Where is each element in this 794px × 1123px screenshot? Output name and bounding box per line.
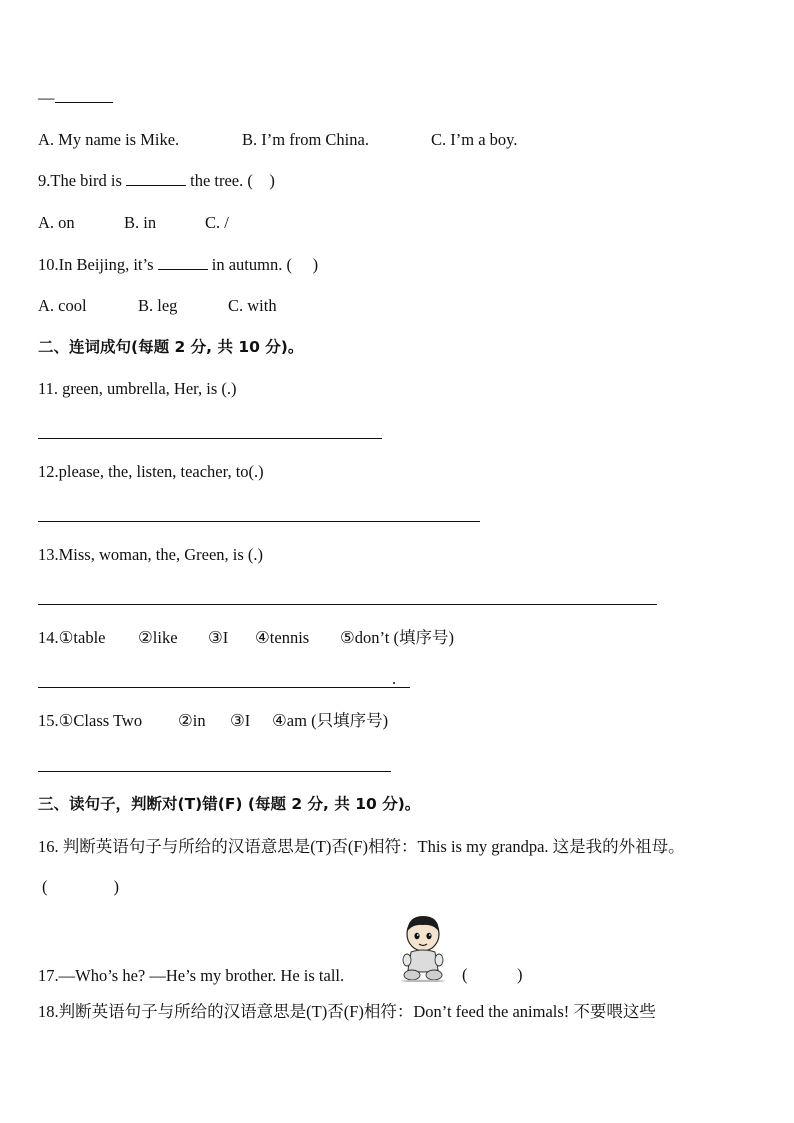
q11-answer-line[interactable] xyxy=(38,438,382,439)
question-13: 13.Miss, woman, the, Green, is (.) xyxy=(38,545,264,564)
q12-answer-line[interactable] xyxy=(38,521,480,522)
q8-options xyxy=(38,130,518,150)
q14-answer-line[interactable] xyxy=(38,687,410,688)
question-11: 11. green, umbrella, Her, is (.) xyxy=(38,379,237,398)
option-c[interactable]: C. / xyxy=(205,213,229,232)
option-c[interactable]: C. with xyxy=(228,296,277,315)
option-b[interactable]: B. in xyxy=(124,213,157,232)
q15-answer-line[interactable] xyxy=(38,771,391,772)
question-18: 18.判断英语句子与所给的汉语意思是(T)否(F)相符：Don’t feed the animals! 不要喂这些 xyxy=(38,1002,656,1021)
baby-boy-illustration xyxy=(396,912,450,982)
option-b[interactable]: B. leg xyxy=(138,296,178,315)
fill-blank[interactable] xyxy=(158,255,208,270)
question-10: 10.In Beijing, it’s in autumn. ( ) xyxy=(38,255,319,274)
question-16: 16. 判断英语句子与所给的汉语意思是(T)否(F)相符：This is my grandpa. 这是我的外祖母。 xyxy=(38,837,685,856)
q9-options xyxy=(38,213,229,233)
question-12: 12.please, the, listen, teacher, to(.) xyxy=(38,462,264,481)
q17-answer-paren[interactable]: ( ) xyxy=(462,965,523,984)
option-a[interactable]: A. My name is Mike. xyxy=(38,130,180,149)
fill-blank[interactable] xyxy=(126,171,186,186)
q14-line-period: . xyxy=(392,669,397,688)
q13-answer-line[interactable] xyxy=(38,604,657,605)
option-b[interactable]: B. I’m from China. xyxy=(242,130,369,149)
option-a[interactable]: A. on xyxy=(38,213,75,232)
q16-answer-paren[interactable]: ( ) xyxy=(42,877,119,896)
q8-answer-blank: — xyxy=(38,88,113,108)
option-c[interactable]: C. I’m a boy. xyxy=(431,130,518,149)
question-14: 14.①table ②like ③I ④tennis ⑤don’t (填序号) xyxy=(38,628,454,647)
option-a[interactable]: A. cool xyxy=(38,296,87,315)
fill-blank[interactable] xyxy=(55,88,113,103)
question-15: 15.①Class Two ②in ③I ④am (只填序号) xyxy=(38,711,389,730)
section-2-title: 二、连词成句(每题 2 分, 共 10 分)。 xyxy=(38,338,304,356)
q10-options xyxy=(38,296,277,316)
question-17: 17.—Who’s he? —He’s my brother. He is tall. xyxy=(38,966,345,985)
section-3-title: 三、读句子，判断对(T)错(F) (每题 2 分, 共 10 分)。 xyxy=(38,795,421,813)
question-9: 9.The bird is the tree. ( ) xyxy=(38,171,275,190)
